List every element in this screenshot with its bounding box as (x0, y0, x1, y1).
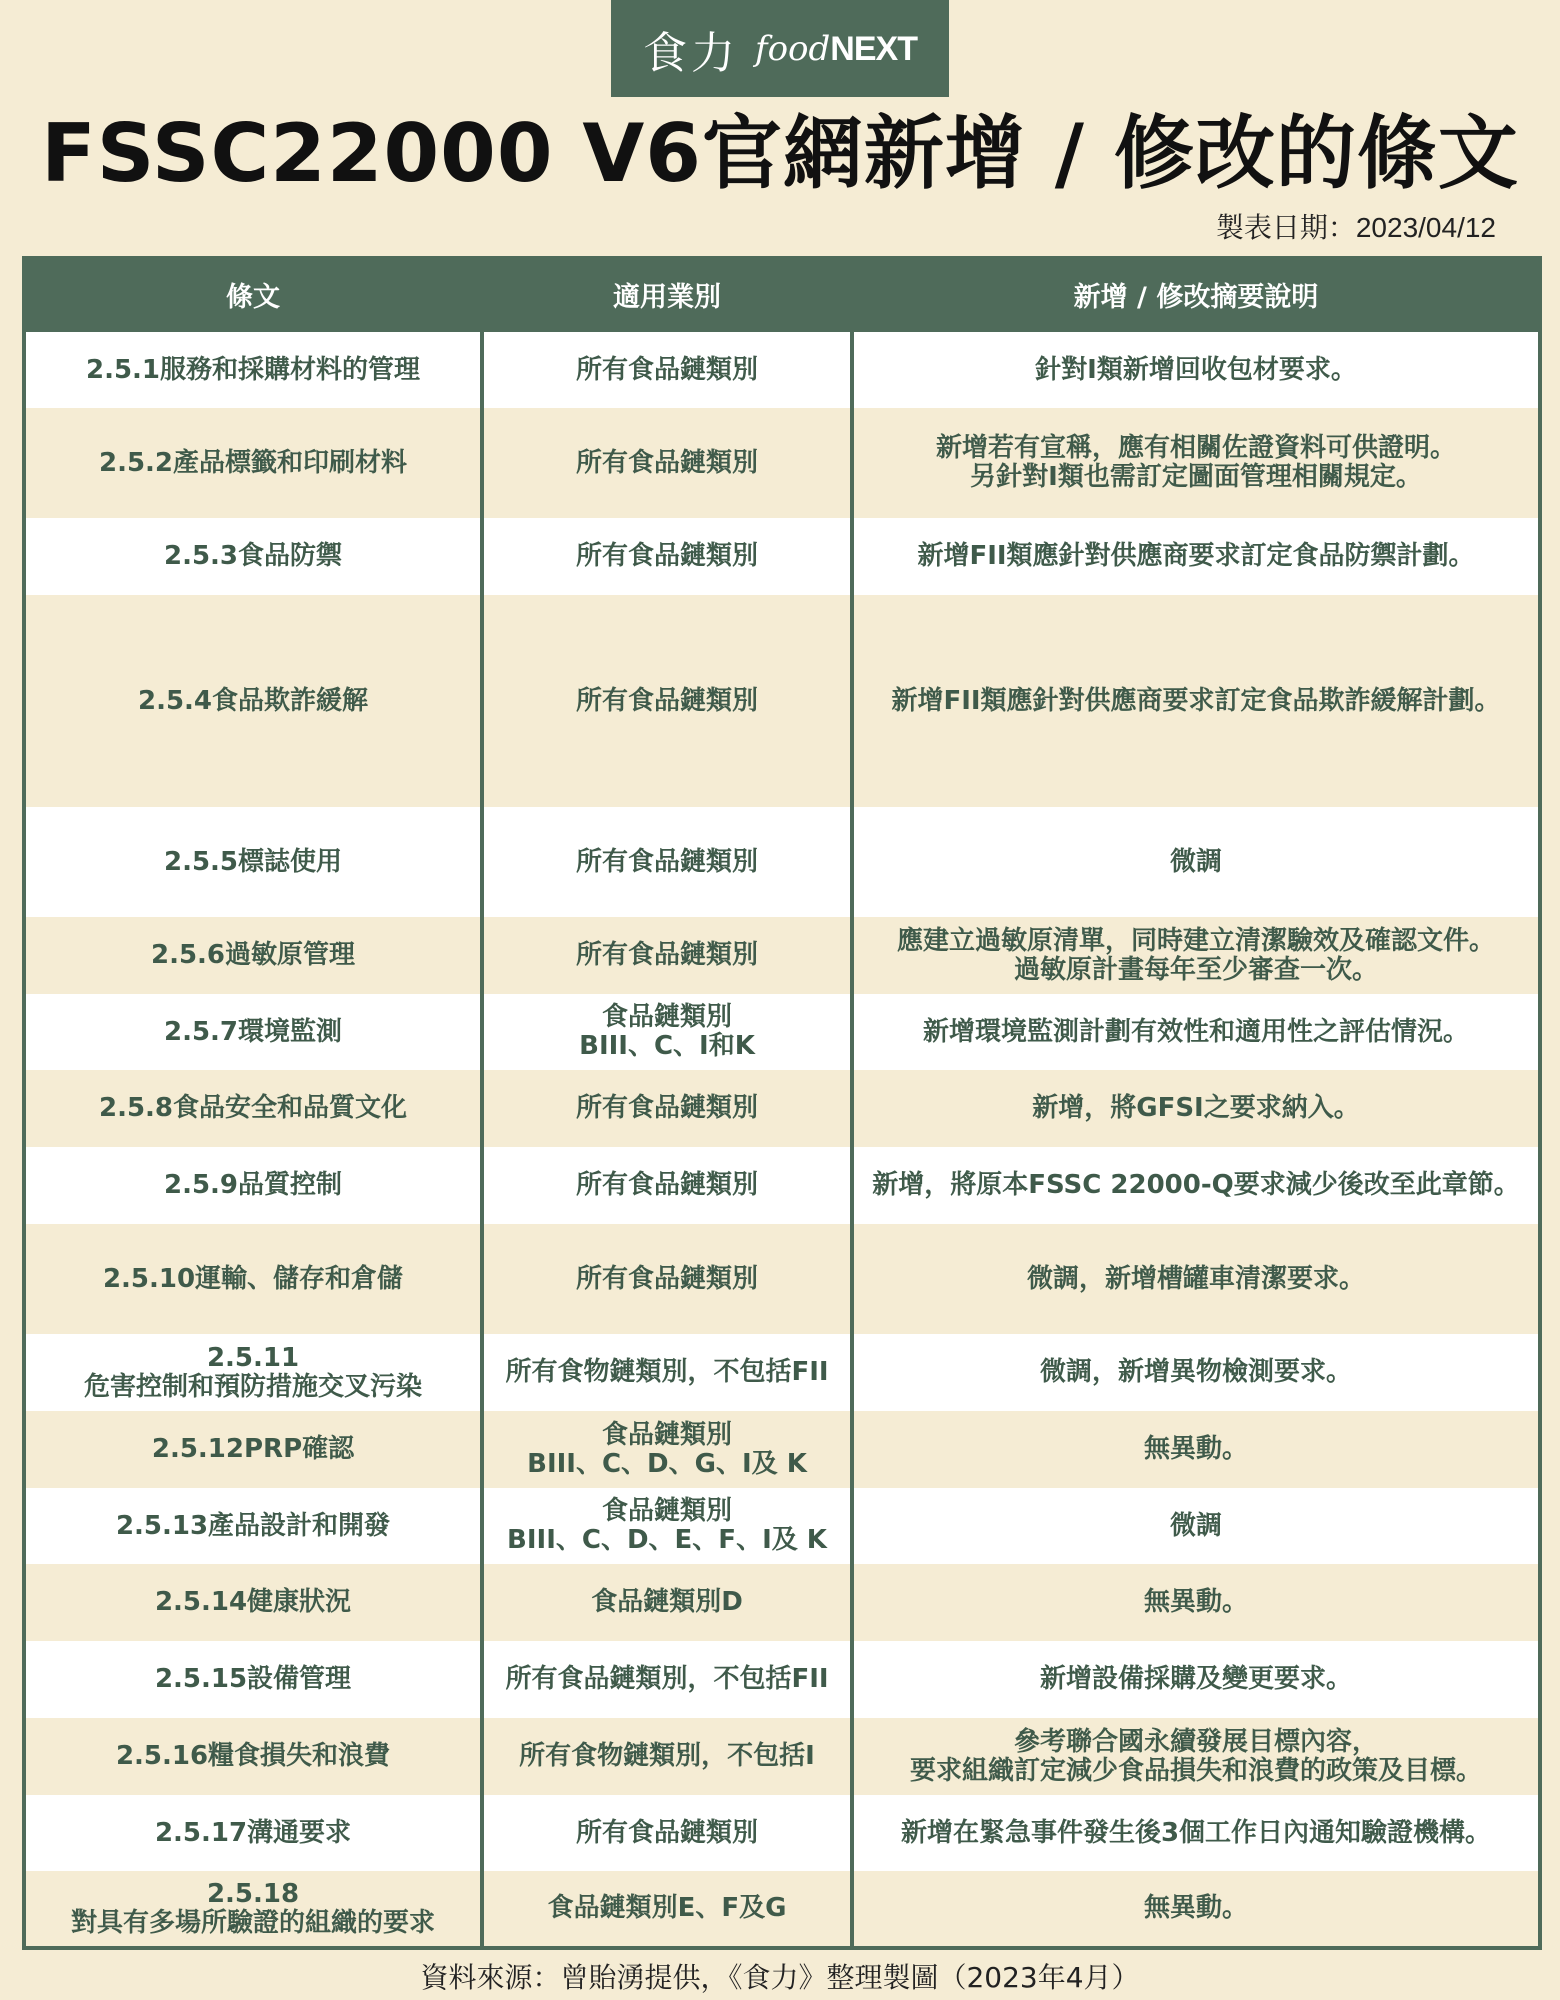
summary-cell: 新增，將原本FSSC 22000-Q要求減少後改至此章節。 (852, 1147, 1540, 1224)
scope-cell: 食品鏈類別 BIII、C、D、E、F、I及 K (482, 1488, 852, 1564)
header-scope: 適用業別 (482, 256, 852, 332)
table-row (24, 1641, 1540, 1718)
table-row (24, 1411, 1540, 1488)
clause-cell: 2.5.2產品標籤和印刷材料 (24, 408, 482, 518)
clause-cell: 2.5.12PRP確認 (24, 1411, 482, 1488)
summary-cell: 無異動。 (852, 1564, 1540, 1641)
clause-cell: 2.5.11 危害控制和預防措施交叉污染 (24, 1334, 482, 1411)
table-row (24, 408, 1540, 518)
table-row (24, 332, 1540, 408)
table-row (24, 994, 1540, 1070)
scope-cell: 食品鏈類別D (482, 1564, 852, 1641)
clause-cell: 2.5.16糧食損失和浪費 (24, 1718, 482, 1795)
clause-cell: 2.5.15設備管理 (24, 1641, 482, 1718)
table-row (24, 1334, 1540, 1411)
table-date (1216, 206, 1496, 246)
scope-cell: 所有食物鏈類別，不包括I (482, 1718, 852, 1795)
summary-cell: 微調，新增異物檢測要求。 (852, 1334, 1540, 1411)
table-row (24, 1224, 1540, 1334)
date-label: 製表日期： (1215, 211, 1356, 244)
table-row (24, 1070, 1540, 1147)
clause-cell: 2.5.1服務和採購材料的管理 (24, 332, 482, 408)
summary-cell: 應建立過敏原清單，同時建立清潔驗效及確認文件。 過敏原計畫每年至少審查一次。 (852, 917, 1540, 994)
logo-chinese: 食力 (643, 27, 739, 79)
page-title: FSSC22000 V6官網新增 / 修改的條文 (41, 107, 1519, 200)
clause-cell: 2.5.4食品欺詐緩解 (24, 595, 482, 807)
header-clause: 條文 (24, 256, 482, 332)
summary-cell: 新增設備採購及變更要求。 (852, 1641, 1540, 1718)
scope-cell: 所有食品鏈類別 (482, 518, 852, 595)
summary-cell: 新增，將GFSI之要求納入。 (852, 1070, 1540, 1147)
clause-cell: 2.5.8食品安全和品質文化 (24, 1070, 482, 1147)
header-summary: 新增 / 修改摘要說明 (852, 256, 1540, 332)
scope-cell: 所有食品鏈類別 (482, 1147, 852, 1224)
summary-cell: 無異動。 (852, 1871, 1540, 1948)
clause-cell: 2.5.3食品防禦 (24, 518, 482, 595)
scope-cell: 所有食品鏈類別 (482, 1795, 852, 1871)
logo-english (755, 29, 917, 69)
scope-cell: 所有食品鏈類別 (482, 408, 852, 518)
summary-cell: 新增若有宣稱，應有相關佐證資料可供證明。 另針對I類也需訂定圖面管理相關規定。 (852, 408, 1540, 518)
summary-cell: 微調 (852, 1488, 1540, 1564)
summary-cell: 新增在緊急事件發生後3個工作日內通知驗證機構。 (852, 1795, 1540, 1871)
logo-english-upper: NEXT (830, 29, 917, 68)
clause-cell: 2.5.10運輸、儲存和倉儲 (24, 1224, 482, 1334)
source-note: 資料來源：曾貽湧提供，《食力》整理製圖（2023年4月） (420, 1961, 1140, 1994)
table-row (24, 1147, 1540, 1224)
table-row (24, 1871, 1540, 1948)
scope-cell: 所有食品鏈類別 (482, 1070, 852, 1147)
clause-cell: 2.5.14健康狀況 (24, 1564, 482, 1641)
logo-english-lower: food (755, 28, 831, 69)
summary-cell: 微調 (852, 807, 1540, 917)
scope-cell: 所有食品鏈類別 (482, 807, 852, 917)
clause-cell: 2.5.6過敏原管理 (24, 917, 482, 994)
summary-cell: 參考聯合國永續發展目標內容， 要求組織訂定減少食品損失和浪費的政策及目標。 (852, 1718, 1540, 1795)
table-row (24, 1718, 1540, 1795)
scope-cell: 食品鏈類別 BIII、C、D、G、I及 K (482, 1411, 852, 1488)
clause-cell: 2.5.5標誌使用 (24, 807, 482, 917)
table-row (24, 1564, 1540, 1641)
scope-cell: 所有食品鏈類別 (482, 332, 852, 408)
clause-cell: 2.5.17溝通要求 (24, 1795, 482, 1871)
summary-cell: 新增FII類應針對供應商要求訂定食品防禦計劃。 (852, 518, 1540, 595)
foodnext-logo (611, 0, 949, 97)
summary-cell: 新增環境監測計劃有效性和適用性之評估情況。 (852, 994, 1540, 1070)
date-value: 2023/04/12 (1355, 212, 1496, 243)
clause-cell: 2.5.7環境監測 (24, 994, 482, 1070)
clause-cell: 2.5.9品質控制 (24, 1147, 482, 1224)
scope-cell: 所有食品鏈類別 (482, 1224, 852, 1334)
scope-cell: 食品鏈類別 BIII、C、I和K (482, 994, 852, 1070)
summary-cell: 無異動。 (852, 1411, 1540, 1488)
table-row (24, 917, 1540, 994)
summary-cell: 新增FII類應針對供應商要求訂定食品欺詐緩解計劃。 (852, 595, 1540, 807)
scope-cell: 所有食物鏈類別，不包括FII (482, 1334, 852, 1411)
summary-cell: 針對I類新增回收包材要求。 (852, 332, 1540, 408)
table-row (24, 595, 1540, 807)
scope-cell: 所有食品鏈類別，不包括FII (482, 1641, 852, 1718)
clause-cell: 2.5.18 對具有多場所驗證的組織的要求 (24, 1871, 482, 1948)
table-row (24, 518, 1540, 595)
summary-cell: 微調，新增槽罐車清潔要求。 (852, 1224, 1540, 1334)
table-header-row (24, 256, 1540, 332)
table-row (24, 1795, 1540, 1871)
clauses-table (22, 256, 1542, 1950)
scope-cell: 所有食品鏈類別 (482, 917, 852, 994)
clause-cell: 2.5.13產品設計和開發 (24, 1488, 482, 1564)
table-row (24, 807, 1540, 917)
scope-cell: 食品鏈類別E、F及G (482, 1871, 852, 1948)
table-row (24, 1488, 1540, 1564)
scope-cell: 所有食品鏈類別 (482, 595, 852, 807)
